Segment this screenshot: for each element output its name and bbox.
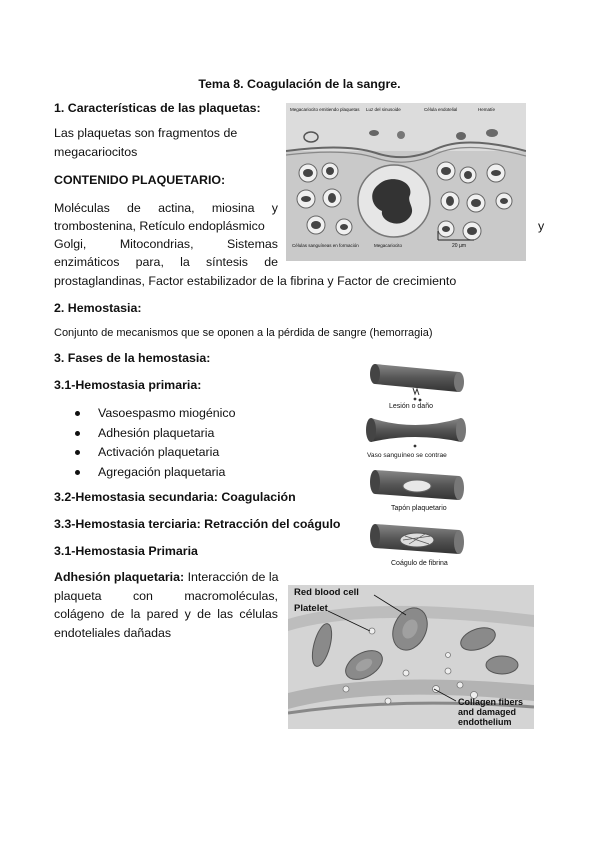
adhesion-line-4: endoteliales dañadas	[54, 626, 172, 640]
adhesion-text-1: Interacción de la	[187, 570, 279, 584]
bullet-icon	[75, 470, 80, 475]
contenido-line-3: Golgi, Mitocondrias, Sistemas	[54, 237, 278, 251]
bullet-icon	[75, 450, 80, 455]
fig1-label-hematie: Hematíe	[478, 107, 496, 112]
page-title: Tema 8. Coagulación de la sangre.	[198, 77, 401, 91]
adhesion-term: Adhesión plaquetaria:	[54, 570, 185, 584]
contenido-line-2: trombostenina, Retículo endoplásmico	[54, 219, 265, 233]
fig1-label-celula-endotelial: Célula endotelial	[424, 107, 458, 112]
platelets-intro-line-2: megacariocitos	[54, 145, 138, 159]
list-item	[75, 443, 295, 463]
adhesion-line-3: colágeno de la pared y de las células	[54, 607, 278, 621]
hemostasia-secundaria: 3.2-Hemostasia secundaria: Coagulación	[54, 490, 296, 504]
list-item	[75, 404, 295, 424]
fig1-label-megacariocito-emitiendo: Megacariocito emitiendo plaquetas	[290, 107, 360, 112]
adhesion-line-1	[54, 568, 278, 586]
hemostasis-stages-figure	[363, 358, 473, 572]
bullet-icon	[75, 431, 80, 436]
adhesion-line-2: plaqueta con macromoléculas,	[54, 589, 278, 603]
contenido-heading: CONTENIDO PLAQUETARIO:	[54, 173, 226, 187]
hemostasia-terciaria: 3.3-Hemostasia terciaria: Retracción del coágulo	[54, 517, 341, 531]
bullet-text: Activación plaquetaria	[98, 445, 220, 459]
contenido-line-1: Moléculas de actina, miosina y	[54, 201, 278, 215]
platelets-intro-line-1: Las plaquetas son fragmentos de	[54, 126, 238, 140]
bullet-text: Agregación plaquetaria	[98, 464, 226, 479]
contenido-line-5: prostaglandinas, Factor estabilizador de la fibrina y Factor de crecimiento	[54, 274, 457, 288]
label-collagen-l3: endothelium	[458, 717, 512, 727]
fig1-label-celulas-formacion: Células sanguíneas en formación	[292, 243, 359, 248]
stage-label-contraccion: Vaso sanguíneo se contrae	[367, 452, 447, 459]
list-item	[75, 424, 295, 444]
megakaryocyte-figure	[286, 103, 526, 261]
label-collagen-l2: and damaged	[458, 707, 517, 717]
primaria-bullet-list	[75, 404, 295, 482]
label-platelet: Platelet	[294, 603, 328, 614]
fig1-scale-label: 20 µm	[452, 243, 466, 249]
section-1-heading: 1. Características de las plaquetas:	[54, 101, 261, 115]
label-collagen-l1: Collagen fibers	[458, 697, 524, 707]
stage-label-tapon: Tapón plaquetario	[391, 505, 447, 512]
bullet-text: Adhesión plaquetaria	[98, 425, 215, 440]
list-item	[75, 463, 295, 483]
bullet-text: Vasoespasmo miogénico	[98, 406, 236, 420]
fig1-label-megacariocito: Megacariocito	[374, 243, 403, 248]
contenido-line-4: enzimáticos para, la síntesis de	[54, 255, 278, 269]
platelet-adhesion-figure	[288, 585, 534, 729]
hemostasia-primaria-heading-2: 3.1-Hemostasia Primaria	[54, 544, 198, 558]
hemostasia-primaria-heading: 3.1-Hemostasia primaria:	[54, 378, 202, 392]
label-red-blood-cell: Red blood cell	[294, 587, 359, 598]
hemostasia-definition: Conjunto de mecanismos que se oponen a la pérdida de sangre (hemorragia)	[54, 327, 433, 339]
contenido-line-2-tail: y	[538, 219, 545, 233]
fig1-label-luz-sinusoide: Luz del sinusoide	[366, 107, 401, 112]
bullet-icon	[75, 411, 80, 416]
section-2-heading: 2. Hemostasia:	[54, 301, 142, 315]
stage-label-lesion: Lesión o daño	[389, 403, 433, 410]
stage-label-coagulo: Coágulo de fibrina	[391, 560, 448, 567]
section-3-heading: 3. Fases de la hemostasia:	[54, 351, 211, 365]
